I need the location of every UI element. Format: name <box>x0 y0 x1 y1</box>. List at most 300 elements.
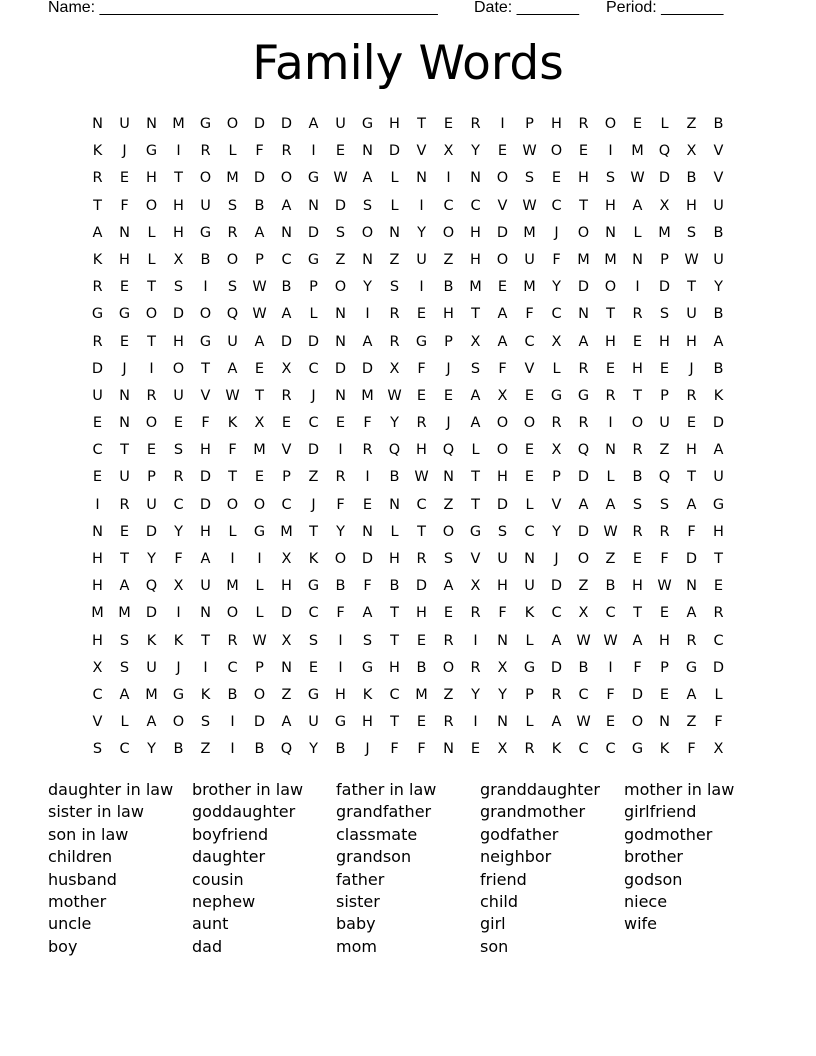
grid-letter[interactable]: T <box>120 551 129 567</box>
grid-letter[interactable]: M <box>577 251 590 268</box>
grid-letter[interactable]: A <box>281 197 292 214</box>
grid-letter[interactable]: H <box>92 632 103 649</box>
grid-letter[interactable]: D <box>280 333 293 350</box>
grid-letter[interactable]: E <box>659 605 670 622</box>
grid-letter[interactable]: E <box>443 116 454 132</box>
grid-letter[interactable]: N <box>119 387 130 404</box>
grid-letter[interactable]: D <box>307 442 320 459</box>
grid-letter[interactable]: R <box>416 415 427 432</box>
grid-letter[interactable]: N <box>578 306 589 323</box>
grid-letter[interactable]: X <box>173 578 184 595</box>
grid-letter[interactable]: U <box>659 415 670 432</box>
grid-letter[interactable]: A <box>308 116 319 132</box>
grid-letter[interactable]: W <box>603 632 618 649</box>
grid-letter[interactable]: D <box>415 578 428 595</box>
grid-letter[interactable]: H <box>605 333 616 350</box>
grid-letter[interactable]: I <box>500 116 505 132</box>
grid-letter[interactable]: I <box>365 469 370 486</box>
grid-letter[interactable]: E <box>524 469 535 486</box>
grid-letter[interactable]: K <box>146 632 157 649</box>
grid-letter[interactable]: S <box>632 496 643 513</box>
grid-letter[interactable]: O <box>145 415 158 432</box>
grid-letter[interactable]: O <box>604 279 617 296</box>
grid-letter[interactable]: F <box>660 551 669 567</box>
grid-letter[interactable]: K <box>659 741 670 758</box>
grid-letter[interactable]: C <box>389 686 400 703</box>
grid-letter[interactable]: S <box>173 442 184 459</box>
grid-letter[interactable]: R <box>632 523 643 540</box>
grid-letter[interactable]: L <box>606 469 615 486</box>
grid-letter[interactable]: X <box>497 387 508 404</box>
grid-letter[interactable]: I <box>338 442 343 459</box>
grid-letter[interactable]: D <box>685 551 698 567</box>
grid-letter[interactable]: J <box>122 360 127 377</box>
grid-letter[interactable]: L <box>390 523 399 540</box>
grid-letter[interactable]: G <box>199 116 212 132</box>
grid-letter[interactable]: Q <box>226 306 239 323</box>
grid-letter[interactable]: O <box>496 251 509 268</box>
grid-letter[interactable]: N <box>659 714 670 731</box>
grid-letter[interactable]: M <box>415 686 428 703</box>
grid-letter[interactable]: K <box>551 741 562 758</box>
grid-letter[interactable]: R <box>632 442 643 459</box>
grid-letter[interactable]: A <box>551 714 562 731</box>
grid-letter[interactable]: E <box>659 686 670 703</box>
grid-letter[interactable]: C <box>308 605 319 622</box>
grid-letter[interactable]: D <box>91 360 104 377</box>
grid-letter[interactable]: E <box>551 170 562 187</box>
grid-letter[interactable]: A <box>578 333 589 350</box>
grid-letter[interactable]: T <box>255 387 264 404</box>
grid-letter[interactable]: A <box>713 333 724 350</box>
grid-letter[interactable]: A <box>470 415 481 432</box>
grid-letter[interactable]: R <box>578 116 589 132</box>
grid-letter[interactable]: E <box>335 415 346 432</box>
grid-letter[interactable]: R <box>173 469 184 486</box>
grid-letter[interactable]: A <box>119 578 130 595</box>
grid-letter[interactable]: E <box>497 279 508 296</box>
grid-letter[interactable]: P <box>660 659 669 676</box>
grid-letter[interactable]: W <box>576 632 591 649</box>
grid-letter[interactable]: J <box>365 741 370 758</box>
grid-letter[interactable]: V <box>470 551 481 567</box>
grid-letter[interactable]: T <box>417 116 426 132</box>
grid-letter[interactable]: H <box>200 523 211 540</box>
grid-letter[interactable]: B <box>254 741 265 758</box>
grid-letter[interactable]: C <box>551 306 562 323</box>
grid-letter[interactable]: T <box>93 197 102 214</box>
grid-letter[interactable]: B <box>632 469 643 486</box>
grid-letter[interactable]: E <box>632 551 643 567</box>
grid-letter[interactable]: I <box>473 714 478 731</box>
grid-letter[interactable]: M <box>280 523 293 540</box>
grid-letter[interactable]: T <box>579 197 588 214</box>
grid-letter[interactable]: J <box>311 387 316 404</box>
grid-letter[interactable]: O <box>496 415 509 432</box>
grid-letter[interactable]: I <box>365 306 370 323</box>
grid-letter[interactable]: Z <box>659 442 670 459</box>
grid-letter[interactable]: X <box>713 741 724 758</box>
grid-letter[interactable]: E <box>497 143 508 160</box>
grid-letter[interactable]: N <box>497 632 508 649</box>
grid-letter[interactable]: E <box>578 143 589 160</box>
grid-letter[interactable]: D <box>658 170 671 187</box>
grid-letter[interactable]: G <box>307 251 320 268</box>
grid-letter[interactable]: W <box>252 279 267 296</box>
grid-letter[interactable]: L <box>255 578 264 595</box>
grid-letter[interactable]: S <box>497 523 508 540</box>
grid-letter[interactable]: K <box>308 551 319 567</box>
grid-letter[interactable]: E <box>632 116 643 132</box>
grid-letter[interactable]: L <box>390 170 399 187</box>
grid-letter[interactable]: T <box>606 306 615 323</box>
grid-letter[interactable]: Z <box>686 714 697 731</box>
grid-letter[interactable]: Y <box>552 279 561 296</box>
grid-letter[interactable]: G <box>253 523 266 540</box>
grid-letter[interactable]: W <box>603 523 618 540</box>
grid-letter[interactable]: O <box>253 686 266 703</box>
grid-letter[interactable]: H <box>443 306 454 323</box>
grid-letter[interactable]: A <box>146 714 157 731</box>
grid-letter[interactable]: L <box>390 197 399 214</box>
grid-letter[interactable]: R <box>227 632 238 649</box>
grid-letter[interactable]: O <box>496 442 509 459</box>
grid-letter[interactable]: T <box>714 551 723 567</box>
grid-letter[interactable]: I <box>203 659 208 676</box>
grid-letter[interactable]: R <box>470 659 481 676</box>
grid-letter[interactable]: H <box>335 686 346 703</box>
grid-letter[interactable]: S <box>119 659 130 676</box>
grid-letter[interactable]: A <box>686 686 697 703</box>
grid-letter[interactable]: B <box>713 306 724 323</box>
grid-letter[interactable]: Y <box>498 686 507 703</box>
grid-letter[interactable]: E <box>173 415 184 432</box>
grid-letter[interactable]: L <box>309 306 318 323</box>
grid-letter[interactable]: Q <box>658 143 671 160</box>
grid-letter[interactable]: R <box>686 632 697 649</box>
grid-letter[interactable]: R <box>200 143 211 160</box>
grid-letter[interactable]: N <box>362 143 373 160</box>
grid-letter[interactable]: F <box>633 659 642 676</box>
grid-letter[interactable]: T <box>120 442 129 459</box>
grid-letter[interactable]: O <box>523 415 536 432</box>
grid-letter[interactable]: D <box>361 551 374 567</box>
grid-letter[interactable]: T <box>390 632 399 649</box>
grid-letter[interactable]: B <box>389 469 400 486</box>
grid-letter[interactable]: F <box>228 442 237 459</box>
grid-letter[interactable]: M <box>523 279 536 296</box>
grid-letter[interactable]: D <box>280 605 293 622</box>
grid-letter[interactable]: X <box>443 143 454 160</box>
grid-letter[interactable]: T <box>471 469 480 486</box>
grid-letter[interactable]: F <box>417 360 426 377</box>
grid-letter[interactable]: A <box>686 496 697 513</box>
grid-letter[interactable]: U <box>92 387 103 404</box>
grid-letter[interactable]: W <box>630 170 645 187</box>
grid-letter[interactable]: D <box>550 659 563 676</box>
grid-letter[interactable]: A <box>632 197 643 214</box>
grid-letter[interactable]: H <box>470 224 481 241</box>
grid-letter[interactable]: I <box>311 143 316 160</box>
grid-letter[interactable]: F <box>498 360 507 377</box>
grid-letter[interactable]: H <box>173 224 184 241</box>
grid-letter[interactable]: W <box>225 387 240 404</box>
grid-letter[interactable]: A <box>605 496 616 513</box>
grid-letter[interactable]: F <box>336 496 345 513</box>
grid-letter[interactable]: T <box>390 605 399 622</box>
grid-letter[interactable]: A <box>281 306 292 323</box>
grid-letter[interactable]: A <box>362 170 373 187</box>
grid-letter[interactable]: C <box>605 605 616 622</box>
grid-letter[interactable]: E <box>416 632 427 649</box>
grid-letter[interactable]: J <box>311 496 316 513</box>
grid-letter[interactable]: X <box>497 659 508 676</box>
grid-letter[interactable]: J <box>176 659 181 676</box>
grid-letter[interactable]: V <box>416 143 427 160</box>
grid-letter[interactable]: W <box>522 197 537 214</box>
grid-letter[interactable]: L <box>255 605 264 622</box>
grid-letter[interactable]: G <box>550 387 563 404</box>
grid-letter[interactable]: E <box>119 279 130 296</box>
grid-letter[interactable]: Z <box>308 469 319 486</box>
grid-letter[interactable]: T <box>309 523 318 540</box>
grid-letter[interactable]: X <box>551 333 562 350</box>
grid-letter[interactable]: O <box>334 551 347 567</box>
grid-letter[interactable]: L <box>120 714 129 731</box>
grid-letter[interactable]: L <box>228 523 237 540</box>
grid-letter[interactable]: V <box>281 442 292 459</box>
grid-letter[interactable]: Z <box>578 578 589 595</box>
grid-letter[interactable]: F <box>687 523 696 540</box>
grid-letter[interactable]: V <box>524 360 535 377</box>
grid-letter[interactable]: E <box>524 442 535 459</box>
grid-letter[interactable]: G <box>415 333 428 350</box>
grid-letter[interactable]: E <box>92 415 103 432</box>
grid-letter[interactable]: F <box>552 251 561 268</box>
grid-letter[interactable]: Y <box>417 224 426 241</box>
grid-letter[interactable]: J <box>689 360 694 377</box>
grid-letter[interactable]: Y <box>147 551 156 567</box>
grid-letter[interactable]: Q <box>280 741 293 758</box>
grid-letter[interactable]: R <box>578 415 589 432</box>
grid-letter[interactable]: L <box>660 116 669 132</box>
grid-letter[interactable]: G <box>361 659 374 676</box>
grid-letter[interactable]: L <box>552 360 561 377</box>
grid-letter[interactable]: O <box>226 116 239 132</box>
grid-letter[interactable]: A <box>551 632 562 649</box>
grid-letter[interactable]: Z <box>443 686 454 703</box>
grid-letter[interactable]: C <box>578 686 589 703</box>
grid-letter[interactable]: N <box>119 415 130 432</box>
grid-letter[interactable]: M <box>658 224 671 241</box>
grid-letter[interactable]: N <box>362 523 373 540</box>
grid-letter[interactable]: Y <box>174 523 183 540</box>
grid-letter[interactable]: W <box>252 632 267 649</box>
grid-letter[interactable]: F <box>390 741 399 758</box>
grid-letter[interactable]: N <box>281 224 292 241</box>
grid-letter[interactable]: I <box>473 632 478 649</box>
grid-letter[interactable]: G <box>172 686 185 703</box>
grid-letter[interactable]: O <box>604 116 617 132</box>
grid-letter[interactable]: P <box>255 251 264 268</box>
grid-letter[interactable]: N <box>443 469 454 486</box>
grid-letter[interactable]: H <box>389 116 400 132</box>
grid-letter[interactable]: S <box>200 714 211 731</box>
grid-letter[interactable]: A <box>497 333 508 350</box>
grid-letter[interactable]: T <box>174 170 183 187</box>
grid-letter[interactable]: V <box>713 143 724 160</box>
grid-letter[interactable]: P <box>282 469 291 486</box>
grid-letter[interactable]: U <box>119 469 130 486</box>
grid-letter[interactable]: X <box>92 659 103 676</box>
grid-letter[interactable]: M <box>118 605 131 622</box>
grid-letter[interactable]: N <box>470 170 481 187</box>
grid-letter[interactable]: M <box>361 387 374 404</box>
grid-letter[interactable]: C <box>524 523 535 540</box>
grid-letter[interactable]: R <box>551 686 562 703</box>
grid-letter[interactable]: Y <box>471 143 480 160</box>
grid-letter[interactable]: H <box>146 170 157 187</box>
grid-letter[interactable]: R <box>578 360 589 377</box>
grid-letter[interactable]: Z <box>335 251 346 268</box>
grid-letter[interactable]: X <box>281 632 292 649</box>
grid-letter[interactable]: F <box>363 578 372 595</box>
grid-letter[interactable]: T <box>471 496 480 513</box>
grid-letter[interactable]: A <box>578 496 589 513</box>
grid-letter[interactable]: I <box>176 605 181 622</box>
grid-letter[interactable]: N <box>119 224 130 241</box>
grid-letter[interactable]: A <box>443 578 454 595</box>
grid-letter[interactable]: Z <box>389 251 400 268</box>
grid-letter[interactable]: I <box>230 551 235 567</box>
grid-letter[interactable]: F <box>606 686 615 703</box>
grid-letter[interactable]: R <box>605 387 616 404</box>
grid-letter[interactable]: A <box>92 224 103 241</box>
grid-letter[interactable]: C <box>578 741 589 758</box>
grid-letter[interactable]: O <box>631 714 644 731</box>
grid-letter[interactable]: F <box>714 714 723 731</box>
grid-letter[interactable]: V <box>200 387 211 404</box>
grid-letter[interactable]: P <box>309 279 318 296</box>
grid-letter[interactable]: A <box>362 333 373 350</box>
grid-letter[interactable]: Y <box>336 523 345 540</box>
grid-letter[interactable]: B <box>605 578 616 595</box>
grid-letter[interactable]: R <box>92 170 103 187</box>
grid-letter[interactable]: S <box>227 279 238 296</box>
grid-letter[interactable]: D <box>712 659 725 676</box>
grid-letter[interactable]: R <box>443 632 454 649</box>
grid-letter[interactable]: D <box>307 333 320 350</box>
grid-letter[interactable]: I <box>230 714 235 731</box>
grid-letter[interactable]: S <box>659 496 670 513</box>
grid-letter[interactable]: D <box>577 279 590 296</box>
grid-letter[interactable]: N <box>443 741 454 758</box>
grid-letter[interactable]: W <box>387 387 402 404</box>
grid-letter[interactable]: O <box>280 170 293 187</box>
grid-letter[interactable]: N <box>632 251 643 268</box>
grid-letter[interactable]: J <box>446 360 451 377</box>
grid-letter[interactable]: E <box>659 360 670 377</box>
grid-letter[interactable]: D <box>496 224 509 241</box>
grid-letter[interactable]: W <box>252 306 267 323</box>
grid-letter[interactable]: E <box>362 496 373 513</box>
grid-letter[interactable]: T <box>147 279 156 296</box>
grid-letter[interactable]: T <box>201 360 210 377</box>
grid-letter[interactable]: U <box>686 306 697 323</box>
grid-letter[interactable]: W <box>522 143 537 160</box>
grid-letter[interactable]: A <box>254 333 265 350</box>
grid-letter[interactable]: A <box>362 605 373 622</box>
grid-letter[interactable]: A <box>686 605 697 622</box>
grid-letter[interactable]: N <box>335 333 346 350</box>
grid-letter[interactable]: N <box>524 551 535 567</box>
grid-letter[interactable]: D <box>199 496 212 513</box>
grid-letter[interactable]: Y <box>363 279 372 296</box>
grid-letter[interactable]: R <box>389 333 400 350</box>
grid-letter[interactable]: V <box>551 496 562 513</box>
grid-letter[interactable]: E <box>254 469 265 486</box>
grid-letter[interactable]: C <box>713 632 724 649</box>
grid-letter[interactable]: J <box>554 224 559 241</box>
grid-letter[interactable]: C <box>443 197 454 214</box>
grid-letter[interactable]: E <box>524 387 535 404</box>
grid-letter[interactable]: R <box>470 116 481 132</box>
grid-letter[interactable]: E <box>605 714 616 731</box>
grid-letter[interactable]: N <box>92 523 103 540</box>
grid-letter[interactable]: A <box>470 387 481 404</box>
grid-letter[interactable]: L <box>147 251 156 268</box>
grid-letter[interactable]: R <box>416 551 427 567</box>
grid-letter[interactable]: I <box>338 659 343 676</box>
grid-letter[interactable]: B <box>443 279 454 296</box>
grid-letter[interactable]: E <box>119 523 130 540</box>
grid-letter[interactable]: U <box>713 469 724 486</box>
grid-letter[interactable]: D <box>334 360 347 377</box>
grid-letter[interactable]: T <box>390 714 399 731</box>
grid-letter[interactable]: K <box>92 251 103 268</box>
grid-letter[interactable]: J <box>446 415 451 432</box>
grid-letter[interactable]: Y <box>309 741 318 758</box>
grid-letter[interactable]: D <box>550 578 563 595</box>
grid-letter[interactable]: U <box>335 116 346 132</box>
grid-letter[interactable]: T <box>633 605 642 622</box>
grid-letter[interactable]: I <box>635 279 640 296</box>
grid-letter[interactable]: H <box>713 523 724 540</box>
grid-letter[interactable]: G <box>334 714 347 731</box>
grid-letter[interactable]: S <box>362 632 373 649</box>
grid-letter[interactable]: F <box>687 741 696 758</box>
grid-letter[interactable]: C <box>281 496 292 513</box>
grid-letter[interactable]: O <box>361 224 374 241</box>
grid-letter[interactable]: B <box>200 251 211 268</box>
grid-letter[interactable]: B <box>335 578 346 595</box>
grid-letter[interactable]: S <box>605 170 616 187</box>
grid-letter[interactable]: V <box>713 170 724 187</box>
grid-letter[interactable]: O <box>550 143 563 160</box>
grid-letter[interactable]: X <box>551 442 562 459</box>
grid-letter[interactable]: T <box>417 523 426 540</box>
grid-letter[interactable]: S <box>470 360 481 377</box>
grid-letter[interactable]: Y <box>390 415 399 432</box>
grid-letter[interactable]: D <box>253 714 266 731</box>
grid-letter[interactable]: G <box>145 143 158 160</box>
grid-letter[interactable]: E <box>92 469 103 486</box>
grid-letter[interactable]: N <box>281 659 292 676</box>
grid-letter[interactable]: E <box>146 442 157 459</box>
grid-letter[interactable]: G <box>685 659 698 676</box>
grid-letter[interactable]: U <box>308 714 319 731</box>
grid-letter[interactable]: R <box>713 605 724 622</box>
